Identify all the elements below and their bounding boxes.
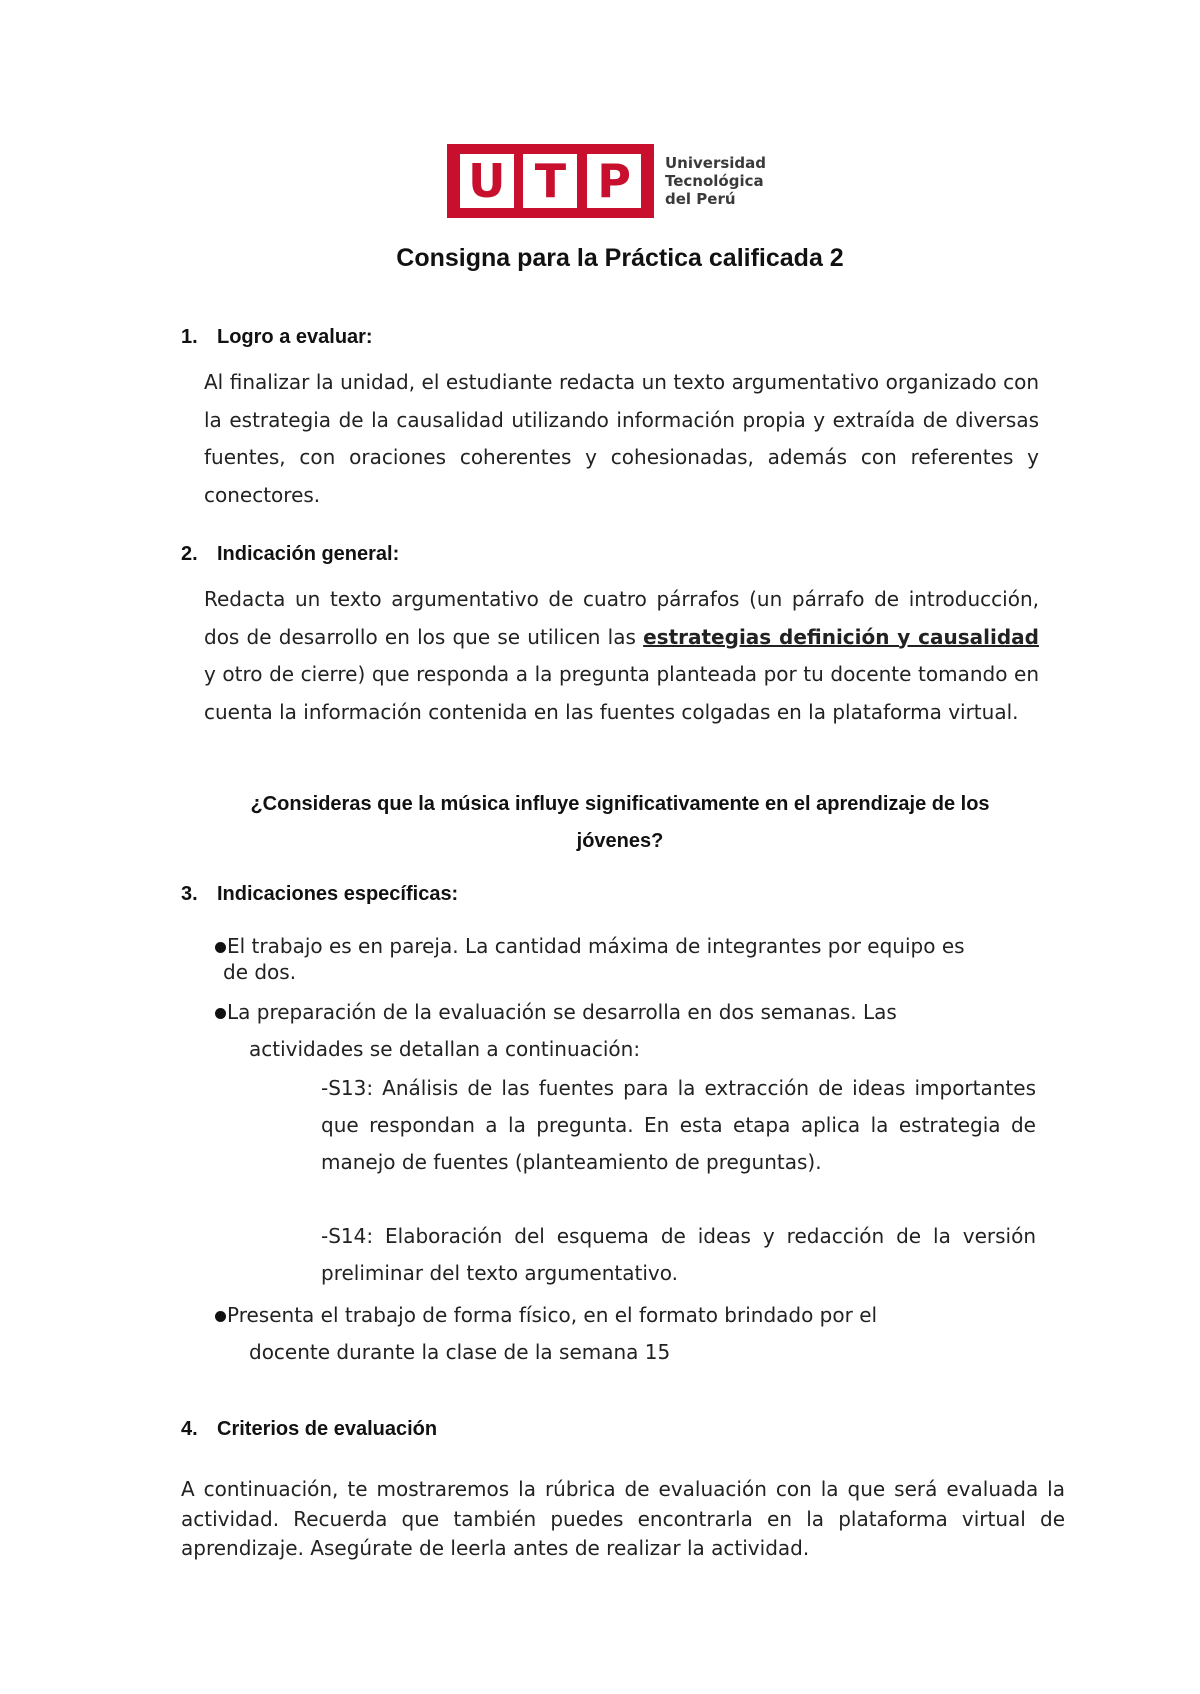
logo-text-line1: Universidad xyxy=(665,154,767,172)
logo-letter-p: P xyxy=(587,154,641,208)
section-2-heading xyxy=(181,543,399,566)
bullet-dot-3 xyxy=(215,1311,226,1322)
section-1-number: 1. xyxy=(181,326,198,348)
bullet-1-line-1: El trabajo es en pareja. La cantidad máxima de integrantes por equipo es xyxy=(227,934,965,958)
bullet-3-line-2: docente durante la clase de la semana 15 xyxy=(249,1340,671,1364)
logo-letter-t: T xyxy=(523,154,577,208)
section-3-title: Indicaciones específicas: xyxy=(217,883,459,905)
bullet-dot-2 xyxy=(215,1008,226,1019)
section-1-title: Logro a evaluar: xyxy=(217,326,373,348)
section-3-heading xyxy=(181,883,458,906)
bullet-2-line-1: La preparación de la evaluación se desarrolla en dos semanas. Las xyxy=(227,1000,897,1024)
section-4-heading xyxy=(181,1418,437,1441)
logo-letter-u: U xyxy=(460,154,514,208)
section-4-paragraph: A continuación, te mostraremos la rúbrica de evaluación con la que será evaluada la actividad. Recuerda que también puedes encontrarla en la plataforma virtual de aprendizaje. Asegúrate de leerla antes de realizar la actividad. xyxy=(181,1477,1065,1560)
logo-text-line2: Tecnológica xyxy=(665,172,764,190)
bullet-dot-1 xyxy=(215,942,226,953)
sub-item-s13: -S13: Análisis de las fuentes para la extracción de ideas importantes que respondan a la pregunta. En esta etapa aplica la estrategia de manejo de fuentes (planteamiento de preguntas). xyxy=(321,1076,1036,1174)
section-1-heading xyxy=(181,326,373,349)
section-2-title: Indicación general: xyxy=(217,543,400,565)
section-2-text-before: Redacta un texto argumentativo de cuatro párrafos (un párrafo de introducción, dos de desarrollo en los que se utilicen las xyxy=(204,587,1039,649)
logo-text-line3: del Perú xyxy=(665,190,736,208)
question-line-2: jóvenes? xyxy=(576,830,664,852)
section-4-title: Criterios de evaluación xyxy=(217,1418,438,1440)
section-2-text-after: y otro de cierre) que responda a la pregunta planteada por tu docente tomando en cuenta la información contenida en las fuentes colgadas en la plataforma virtual. xyxy=(204,662,1039,724)
utp-logo xyxy=(447,144,771,218)
bullet-3-line-1: Presenta el trabajo de forma físico, en el formato brindado por el xyxy=(227,1303,878,1327)
bullet-2-line-2: actividades se detallan a continuación: xyxy=(249,1037,641,1061)
section-1-paragraph: Al finalizar la unidad, el estudiante redacta un texto argumentativo organizado con la estrategia de la causalidad utilizando información propia y extraída de diversas fuentes, con oraciones coherentes y cohesionadas, además con referentes y conectores. xyxy=(204,370,1039,507)
section-2-paragraph xyxy=(204,581,1039,731)
guiding-question xyxy=(200,786,1040,860)
sub-item-s14: -S14: Elaboración del esquema de ideas y redacción de la versión preliminar del texto argumentativo. xyxy=(321,1224,1036,1285)
logo-wordmark xyxy=(665,154,771,208)
section-2-emphasis: estrategias definición y causalidad xyxy=(643,624,1039,649)
section-3-number: 3. xyxy=(181,883,198,905)
question-line-1: ¿Consideras que la música influye significativamente en el aprendizaje de los xyxy=(250,793,990,815)
logo-mark xyxy=(447,144,654,218)
page-title: Consigna para la Práctica calificada 2 xyxy=(396,244,844,272)
section-4-number: 4. xyxy=(181,1418,198,1440)
bullet-1-line-2: de dos. xyxy=(223,960,297,984)
section-2-number: 2. xyxy=(181,543,198,565)
